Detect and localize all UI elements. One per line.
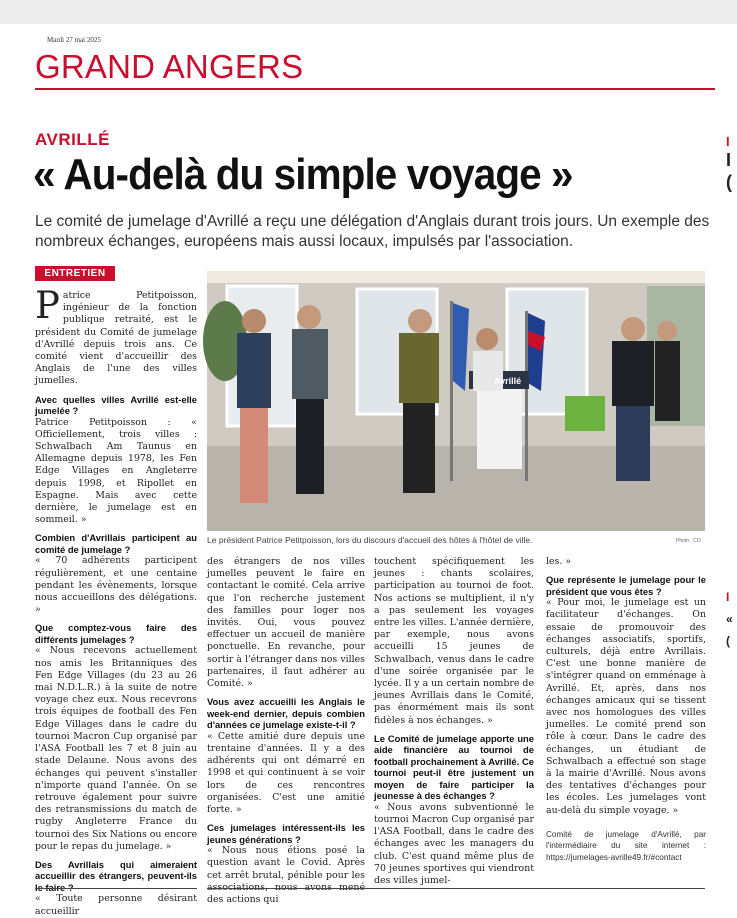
question: Que comptez-vous faire des différents jumelages ? [35,622,197,645]
section-rule [35,88,715,90]
answer: « Nous avons subventionné le tournoi Macron Cup organisé par l'ASA Football, dans le cadre des échanges avec les managers du club. C'est quand même plus de 70 jeunes sportives qui viendront des villes jumel- [374,801,534,887]
podium-logo: Avrillé [494,376,522,386]
neighbor-column-fragment: I [726,134,730,149]
article-tag: ENTRETIEN [35,266,115,281]
question: Ces jumelages intéressent-ils les jeunes générations ? [207,822,365,845]
reception-photo-illustration [207,271,705,531]
answer: « Nous recevons actuellement nos amis les Britanniques des Fen Edge Villages (du 23 au 26 mai N.D.L.R.) à la suite de notre voyage chez eux. Nous recevrons trois équipes de football des Fen Edge Villages dans le cadre du tournoi Macron Cup organisé par l'ASA Football les 7 et 8 juin au stade Delaune. Nous avons des échanges qui peuvent s'installer n'importe quand l'année. On se retrouve également pour suivre des retransmissions du match de rugby Angleterre France du tournoi des Six Nations ou encore pour le repas du jumelage. » [35,645,197,852]
answer: « 70 adhérents participent régulièrement, et une centaine pendant les évènements, lorsque nous accueillons des délégations. » [35,555,197,616]
contact-info: Comité de jumelage d'Avrillé, par l'intermédiaire du site internet : https://jumelages-avrille49.fr/#contact [546,829,706,862]
question: Des Avrillais qui aimeraient accueillir des étrangers, peuvent-ils [35,858,197,882]
article-column-1 [35,284,197,918]
question: Le Comité de jumelage apporte une aide financière au tournoi de football prochainement à Avrillé. Ce tournoi peut-il être justement un moyen de faire participer la jeunesse à des échanges ? [374,732,534,802]
photo-credit: Photo : CO [676,538,701,544]
question: Que représente le jumelage pour le président que vous êtes ? [546,574,706,597]
question: Avec quelles villes Avrillé est-elle jumelée ? [35,393,197,417]
intro-text: atrice Petitpoisson, ingénieur de la fonction publique retraité, est le président du Comité de jumelage d'Avrillé depuis trois ans. Ce comité vient d'accueillir des Anglais de l'une des villes jumelles. [35,290,197,387]
neighbor-column-fragment: « [726,612,733,626]
intro-paragraph [35,284,197,388]
answer: « Toute personne désirant accueillir [35,893,197,917]
neighbor-column-fragment: I [726,590,730,604]
answer: Patrice Petitpoisson : « Officiellement, trois villes : Schwalbach Am Taunus en Allemagne depuis 1978, les Fen Edge Villages en Angleterre depuis 1998, et Ripollet en Espagne. Mais avec cette dernière, le jumelage est en sommeil. » [35,416,197,526]
article-city: AVRILLÉ [35,130,110,149]
article-column-2 [207,556,365,906]
article-column-4 [546,556,706,863]
photo-caption: Le président Patrice Petitpoisson, lors du discours d'accueil des hôtes à l'hôtel de ville. [207,535,533,545]
question: Vous avez accueilli les Anglais le week-end dernier, depuis combien d'années ce jumelage existe-t-il ? [207,696,365,731]
article-headline: « Au-delà du simple voyage » [33,150,573,199]
drop-cap: P [35,284,60,327]
neighbor-column-fragment: I [726,150,732,170]
article-standfirst: Le comité de jumelage d'Avrillé a reçu une délégation d'Anglais durant trois jours. Un exemple des nombreux échanges, européens mais aussi locaux, impulsés par l'association. [35,213,710,250]
question: Combien d'Avrillais participent au comité de jumelage ? [35,532,197,555]
answer: les. » [546,556,572,567]
footer-rule [207,888,705,889]
section-title: GRAND ANGERS [35,48,304,85]
neighbor-column-fragment: ( [726,634,730,648]
answer: « Cette amitié dure depuis une trentaine d'années. Il y a des adhérents qui ont démarré en 1998 et qui continuent à se voir lors de ces rencontres organisées. C'est une amitié forte. » [207,730,365,815]
footer-rule [35,888,197,889]
page-date: Mardi 27 mai 2025 [47,36,101,44]
neighbor-column-fragment: ( [726,172,732,192]
answer: « Pour moi, le jumelage est un facilitateur d'échanges. On essaie de promouvoir des échanges associatifs, sportifs, culturels, déjà entre Avrillais. C'est une bonne manière de s'intégrer quand on emménage à Avrillé. Et, après, dans nos échanges amicaux qui se tissent avec nos homologues des villes jumelles. Le comité prend son rôle à cœur. Dans le cadre des échanges, un étudiant de Schwalbach a effectué son stage à la mairie d'Avrillé. Nous avons des tentatives d'échanges pour les écoles. Les jumelages vont au-delà du simple voyage. » [546,597,706,816]
answer: touchent spécifiquement les jeunes : chants scolaires, participation au tournoi de foot. Nos actions se multiplient, il n'y a pas seulement les voyages entre les villes. L'année dernière, par exemple, nous avons accueilli 15 jeunes de Schwalbach, venus dans le cadre d'une soirée organisée par le lycée. Il y a un certain nombre de jeunes Avrillais dans le Comité, pas énormément mais ils sont fidèles à nos échanges. » [374,556,534,726]
answer: « Nous nous étions posé la question avant le Covid. Après cet arrêt brutal, pénible pour les des actions qui [207,845,365,905]
article-photo [207,271,705,531]
answer: des étrangers de nos villes jumelles peuvent le faire en contactant le comité. Cela arrive que l'on recherche justement des familles pour loger nos invités. Oui, vous pouvez effectuer un accueil de manière ponctuelle. En revanche, pour sortir à l'étranger dans nos villes partenaires, il faut adhérer au Comité. » [207,556,365,690]
article-column-3 [374,556,534,887]
browser-top-strip [0,0,737,24]
